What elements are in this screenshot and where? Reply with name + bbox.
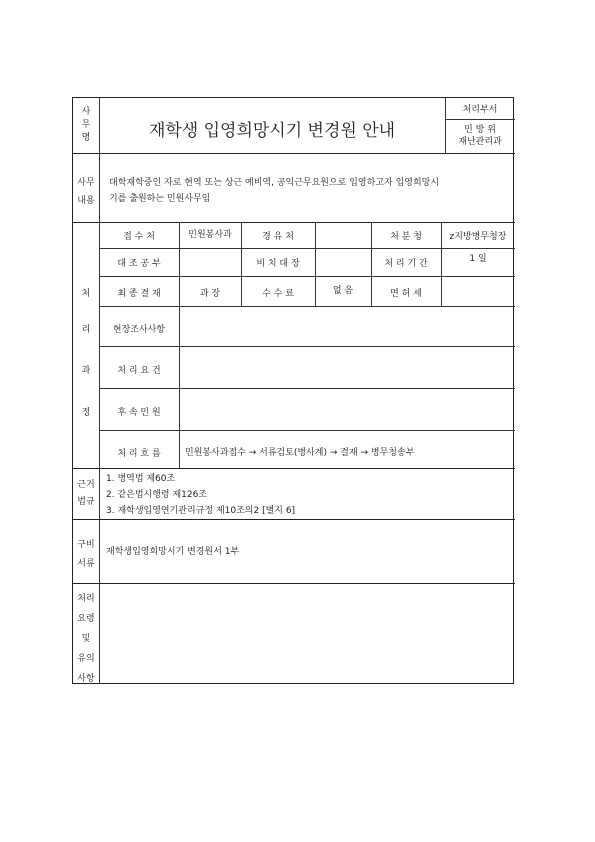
notes-label: 처리 요령 및 유의 사항 xyxy=(77,594,95,684)
via-label: 경 유 처 xyxy=(262,232,294,242)
disposition-value: z지방병무청장 xyxy=(449,232,507,242)
task-text-line2: 기를 출원하는 민원사무임 xyxy=(109,194,211,204)
final-approval-value: 과 장 xyxy=(199,289,221,299)
dept-value-line1: 민 방 위 xyxy=(464,125,496,135)
dept-value-line2: 재난관리과 xyxy=(458,137,502,147)
license-label: 면 허 세 xyxy=(390,289,422,299)
civil-service-guide-form xyxy=(72,97,514,684)
essentials-label: 처 리 요 건 xyxy=(117,366,161,376)
process-label-4: 정 xyxy=(81,408,91,418)
follow-up-label: 후 속 민 원 xyxy=(117,408,161,418)
task-label: 사무 내용 xyxy=(77,178,95,206)
basis-item-1: 1. 병역법 제60조 xyxy=(106,474,176,484)
documents-text: 재학생입영희망시기 변경원서 1부 xyxy=(106,547,240,557)
reception-value: 민원봉사과 xyxy=(188,230,232,240)
final-approval-label: 최 종 결 재 xyxy=(117,289,161,299)
site-survey-label: 현장조사사항 xyxy=(112,325,166,335)
period-label: 처 리 기 간 xyxy=(384,259,428,269)
disposition-label: 처 분 청 xyxy=(390,232,422,242)
fee-value: 없 음 xyxy=(332,286,354,296)
basis-label: 근거 법규 xyxy=(77,480,95,507)
reception-label: 접 수 처 xyxy=(123,232,155,242)
process-label-3: 과 xyxy=(81,366,91,376)
book-label: 비 치 대 장 xyxy=(256,259,300,269)
ledger-label: 대 조 공 부 xyxy=(117,259,161,269)
basis-item-3: 3. 재학생입영연기관리규정 제10조의2 [별지 6] xyxy=(106,506,296,516)
flow-label: 처 리 흐 름 xyxy=(117,449,161,459)
process-label-2: 리 xyxy=(81,325,91,335)
documents-label: 구비 서류 xyxy=(77,540,95,569)
dept-label: 처리부서 xyxy=(462,105,498,115)
basis-item-2: 2. 같은법시행령 제126조 xyxy=(106,490,208,500)
page-title: 재학생 입영희망시기 변경원 안내 xyxy=(148,121,396,141)
process-label-1: 처 xyxy=(81,289,91,299)
flow-value: 민원봉사과접수 → 서류검토(병사계) → 결재 → 병무청송부 xyxy=(185,448,415,458)
title-side-label: 사 무 명 xyxy=(81,107,91,143)
fee-label: 수 수 료 xyxy=(262,289,294,299)
task-text-line1: 대학재학중인 자로 현역 또는 상근 예비역, 공익근무요원으로 입영하고자 입영희망시 xyxy=(109,178,440,188)
period-value: 1 일 xyxy=(469,254,487,264)
